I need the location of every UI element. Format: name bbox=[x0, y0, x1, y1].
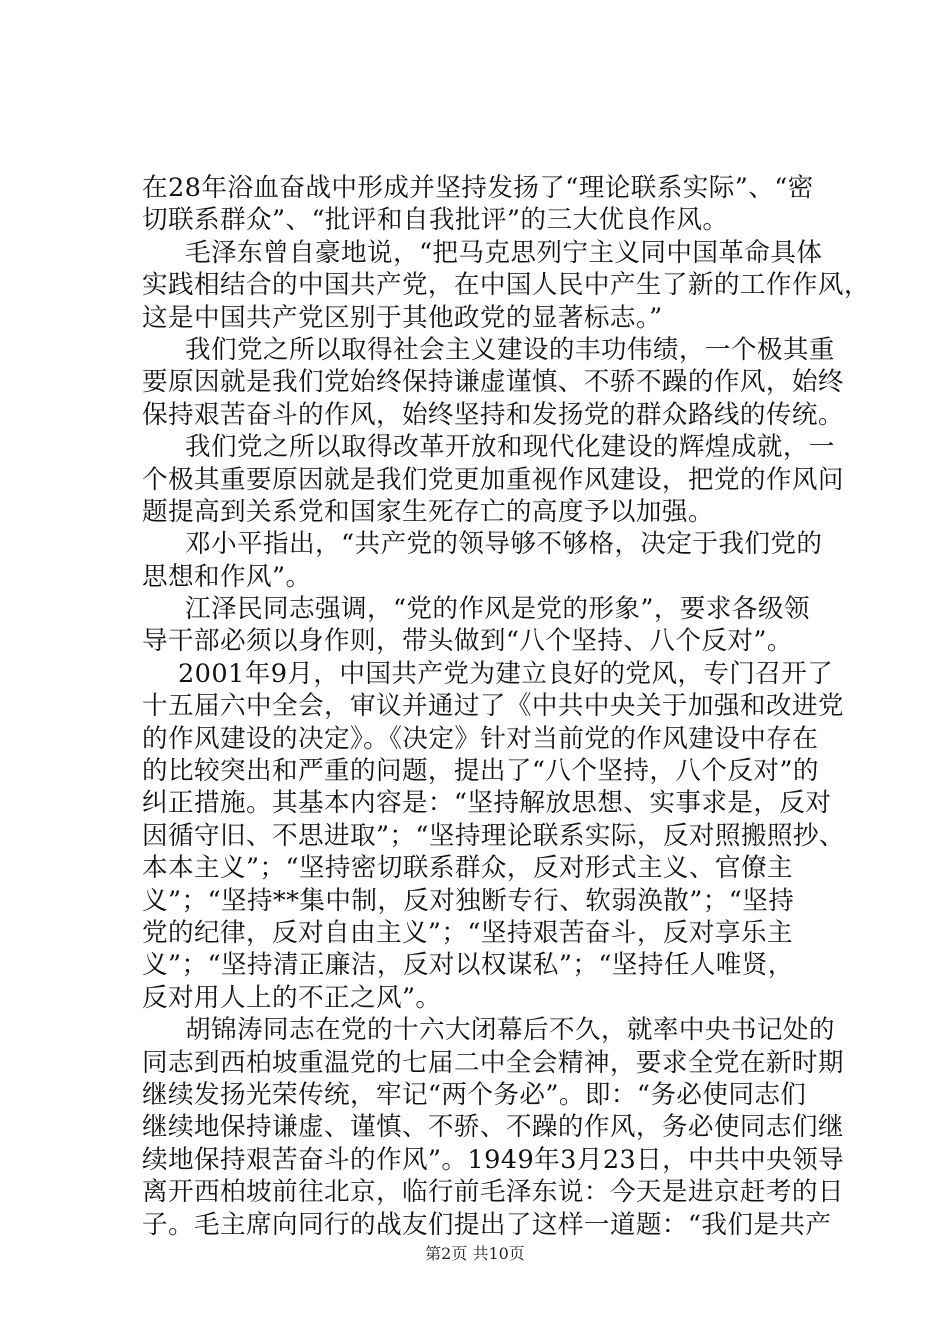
text-line: 实践相结合的中国共产党，在中国人民中产生了新的工作作风， bbox=[142, 270, 870, 301]
text-line: 续地保持艰苦奋斗的作风”。1949年3月23日，中共中央领导 bbox=[142, 1144, 845, 1175]
text-line: 党的纪律，反对自由主义”；“坚持艰苦奋斗，反对享乐主 bbox=[142, 917, 793, 948]
paragraph-start-line: 胡锦涛同志在党的十六大闭幕后不久，就率中央书记处的 bbox=[185, 1015, 835, 1046]
text-line: 切联系群众”、“批评和自我批评”的三大优良作风。 bbox=[142, 205, 729, 236]
text-line: 这是中国共产党区别于其他政党的显著标志。” bbox=[142, 302, 663, 333]
text-line: 思想和作风”。 bbox=[142, 561, 312, 592]
page-footer bbox=[0, 1244, 950, 1264]
text-line: 的作风建设的决定》。《决定》针对当前党的作风建设中存在 bbox=[142, 723, 819, 754]
text-line: 因循守旧、不思进取”；“坚持理论联系实际，反对照搬照抄、 bbox=[142, 820, 845, 851]
text-line: 离开西柏坡前往北京，临行前毛泽东说：今天是进京赶考的日 bbox=[142, 1177, 844, 1208]
text-line: 本本主义”；“坚持密切联系群众，反对形式主义、官僚主 bbox=[142, 853, 793, 884]
page-number: 第2页 共10页 bbox=[425, 1244, 525, 1263]
text-line: 要原因就是我们党始终保持谦虚谨慎、不骄不躁的作风，始终 bbox=[142, 367, 844, 398]
text-line: 个极其重要原因就是我们党更加重视作风建设，把党的作风问 bbox=[142, 464, 844, 495]
text-line: 十五届六中全会，审议并通过了《中共中央关于加强和改进党 bbox=[142, 691, 844, 722]
text-line: 的比较突出和严重的问题，提出了“八个坚持，八个反对”的 bbox=[142, 756, 819, 787]
paragraph-start-line: 2001年9月，中国共产党为建立良好的党风，专门召开了 bbox=[178, 658, 834, 689]
text-line: 子。毛主席向同行的战友们提出了这样一道题：“我们是共产 bbox=[142, 1209, 832, 1240]
text-line: 在28年浴血奋战中形成并坚持发扬了“理论联系实际”、“密 bbox=[142, 173, 814, 203]
text-line: 纠正措施。其基本内容是：“坚持解放思想、实事求是，反对 bbox=[142, 788, 832, 819]
paragraph-start-line: 毛泽东曾自豪地说，“把马克思列宁主义同中国革命具体 bbox=[185, 237, 823, 268]
text-line: 反对用人上的不正之风”。 bbox=[142, 982, 442, 1013]
text-line: 义”；“坚持清正廉洁，反对以权谋私”；“坚持任人唯贤， bbox=[142, 950, 794, 981]
paragraph-start-line: 江泽民同志强调，“党的作风是党的形象”，要求各级领 bbox=[185, 594, 810, 625]
text-line: 义”；“坚持**集中制，反对独断专行、软弱涣散”；“坚持 bbox=[142, 885, 795, 916]
paragraph-start-line: 我们党之所以取得社会主义建设的丰功伟绩，一个极其重 bbox=[185, 334, 835, 365]
text-line: 保持艰苦奋斗的作风，始终坚持和发扬党的群众路线的传统。 bbox=[142, 399, 844, 430]
text-line: 导干部必须以身作则，带头做到“八个坚持、八个反对”。 bbox=[142, 626, 793, 657]
text-line: 题提高到关系党和国家生死存亡的高度予以加强。 bbox=[142, 496, 714, 527]
text-line: 继续发扬光荣传统，牢记“两个务必”。即：“务必使同志们 bbox=[142, 1079, 807, 1110]
paragraph-start-line: 我们党之所以取得改革开放和现代化建设的辉煌成就，一 bbox=[185, 432, 835, 463]
text-line: 同志到西柏坡重温党的七届二中全会精神，要求全党在新时期 bbox=[142, 1047, 844, 1078]
paragraph-start-line: 邓小平指出，“共产党的领导够不够格，决定于我们党的 bbox=[185, 529, 823, 560]
text-line: 继续地保持谦虚、谨慎、不骄、不躁的作风，务必使同志们继 bbox=[142, 1112, 844, 1143]
document-body bbox=[142, 172, 870, 1241]
